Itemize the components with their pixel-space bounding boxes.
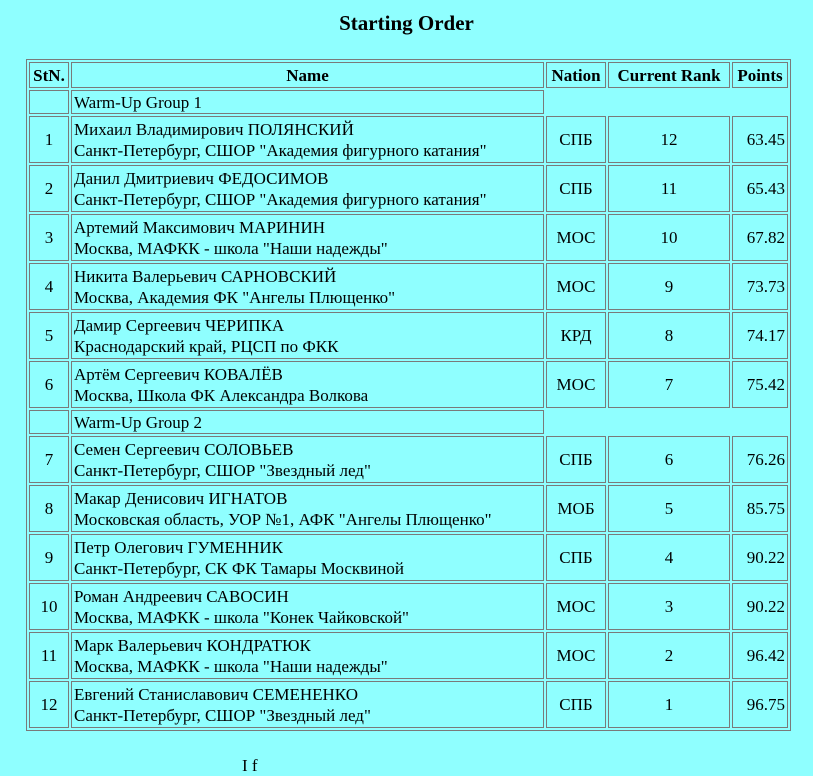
skater-cell <box>71 312 544 359</box>
skater-name: Марк Валерьевич КОНДРАТЮК <box>74 635 311 655</box>
current-rank: 10 <box>608 214 730 261</box>
skater-cell <box>71 681 544 728</box>
current-rank: 6 <box>608 436 730 483</box>
table-row <box>29 214 788 261</box>
current-rank: 5 <box>608 485 730 532</box>
points: 96.75 <box>732 681 788 728</box>
footer-partial-text: I f <box>242 756 258 775</box>
group-blank-cell <box>29 90 69 114</box>
group-blank-cell <box>29 410 69 434</box>
skater-name: Дамир Сергеевич ЧЕРИПКА <box>74 315 285 335</box>
starting-number: 4 <box>29 263 69 310</box>
skater-club: Московская область, УОР №1, АФК "Ангелы Плющенко" <box>74 509 492 529</box>
current-rank: 8 <box>608 312 730 359</box>
nation-code: МОС <box>546 632 606 679</box>
group-filler-cell <box>546 410 788 434</box>
skater-name: Семен Сергеевич СОЛОВЬЕВ <box>74 439 294 459</box>
starting-number: 1 <box>29 116 69 163</box>
skater-club: Москва, Академия ФК "Ангелы Плющенко" <box>74 287 396 307</box>
header-points: Points <box>732 62 788 88</box>
nation-code: КРД <box>546 312 606 359</box>
table-row <box>29 436 788 483</box>
points: 67.82 <box>732 214 788 261</box>
skater-cell <box>71 263 544 310</box>
skater-club: Санкт-Петербург, СШОР "Звездный лед" <box>74 460 371 480</box>
table-row <box>29 534 788 581</box>
nation-code: СПБ <box>546 534 606 581</box>
current-rank: 12 <box>608 116 730 163</box>
table-row <box>29 312 788 359</box>
table-row <box>29 583 788 630</box>
warmup-group-label: Warm-Up Group 1 <box>71 90 544 114</box>
header-name: Name <box>71 62 544 88</box>
table-row <box>29 116 788 163</box>
skater-name: Артём Сергеевич КОВАЛЁВ <box>74 364 283 384</box>
nation-code: МОС <box>546 263 606 310</box>
starting-number: 5 <box>29 312 69 359</box>
skater-club: Санкт-Петербург, СШОР "Академия фигурного катания" <box>74 140 487 160</box>
starting-number: 2 <box>29 165 69 212</box>
current-rank: 9 <box>608 263 730 310</box>
skater-name: Петр Олегович ГУМЕННИК <box>74 537 284 557</box>
header-stn: StN. <box>29 62 69 88</box>
current-rank: 1 <box>608 681 730 728</box>
skater-name: Данил Дмитриевич ФЕДОСИМОВ <box>74 168 329 188</box>
skater-name: Роман Андреевич САВОСИН <box>74 586 289 606</box>
skater-cell <box>71 361 544 408</box>
points: 74.17 <box>732 312 788 359</box>
nation-code: СПБ <box>546 165 606 212</box>
nation-code: МОС <box>546 583 606 630</box>
header-row <box>29 62 788 88</box>
points: 90.22 <box>732 534 788 581</box>
starting-number: 11 <box>29 632 69 679</box>
table-row <box>29 632 788 679</box>
header-nation: Nation <box>546 62 606 88</box>
starting-number: 7 <box>29 436 69 483</box>
table-row <box>29 165 788 212</box>
points: 65.43 <box>732 165 788 212</box>
skater-club: Краснодарский край, РЦСП по ФКК <box>74 336 339 356</box>
nation-code: МОБ <box>546 485 606 532</box>
nation-code: СПБ <box>546 116 606 163</box>
skater-cell <box>71 165 544 212</box>
group-filler-cell <box>546 90 788 114</box>
skater-club: Санкт-Петербург, СК ФК Тамары Москвиной <box>74 558 405 578</box>
points: 63.45 <box>732 116 788 163</box>
warmup-group-row <box>29 90 788 114</box>
table-row <box>29 263 788 310</box>
skater-club: Санкт-Петербург, СШОР "Академия фигурного катания" <box>74 189 487 209</box>
warmup-group-row <box>29 410 788 434</box>
starting-number: 3 <box>29 214 69 261</box>
skater-name: Евгений Станиславович СЕМЕНЕНКО <box>74 684 359 704</box>
nation-code: СПБ <box>546 681 606 728</box>
nation-code: МОС <box>546 214 606 261</box>
skater-club: Москва, Школа ФК Александра Волкова <box>74 385 369 405</box>
skater-cell <box>71 583 544 630</box>
table-row <box>29 361 788 408</box>
starting-order-table <box>26 59 791 731</box>
skater-cell <box>71 436 544 483</box>
table-body <box>29 90 788 728</box>
skater-cell <box>71 485 544 532</box>
skater-cell <box>71 116 544 163</box>
points: 85.75 <box>732 485 788 532</box>
page-title: Starting Order <box>339 11 474 35</box>
skater-cell <box>71 214 544 261</box>
table-row <box>29 485 788 532</box>
points: 90.22 <box>732 583 788 630</box>
starting-number: 6 <box>29 361 69 408</box>
starting-number: 12 <box>29 681 69 728</box>
skater-club: Москва, МАФКК - школа "Наши надежды" <box>74 656 388 676</box>
points: 73.73 <box>732 263 788 310</box>
starting-number: 9 <box>29 534 69 581</box>
points: 96.42 <box>732 632 788 679</box>
starting-number: 10 <box>29 583 69 630</box>
skater-cell <box>71 534 544 581</box>
warmup-group-label: Warm-Up Group 2 <box>71 410 544 434</box>
nation-code: СПБ <box>546 436 606 483</box>
current-rank: 11 <box>608 165 730 212</box>
skater-cell <box>71 632 544 679</box>
skater-name: Макар Денисович ИГНАТОВ <box>74 488 288 508</box>
current-rank: 4 <box>608 534 730 581</box>
skater-club: Санкт-Петербург, СШОР "Звездный лед" <box>74 705 371 725</box>
current-rank: 7 <box>608 361 730 408</box>
starting-number: 8 <box>29 485 69 532</box>
current-rank: 3 <box>608 583 730 630</box>
skater-club: Москва, МАФКК - школа "Конек Чайковской" <box>74 607 409 627</box>
header-current-rank: Current Rank <box>608 62 730 88</box>
nation-code: МОС <box>546 361 606 408</box>
skater-name: Артемий Максимович МАРИНИН <box>74 217 326 237</box>
points: 76.26 <box>732 436 788 483</box>
current-rank: 2 <box>608 632 730 679</box>
points: 75.42 <box>732 361 788 408</box>
skater-club: Москва, МАФКК - школа "Наши надежды" <box>74 238 388 258</box>
table-row <box>29 681 788 728</box>
skater-name: Михаил Владимирович ПОЛЯНСКИЙ <box>74 119 354 139</box>
skater-name: Никита Валерьевич САРНОВСКИЙ <box>74 266 337 286</box>
